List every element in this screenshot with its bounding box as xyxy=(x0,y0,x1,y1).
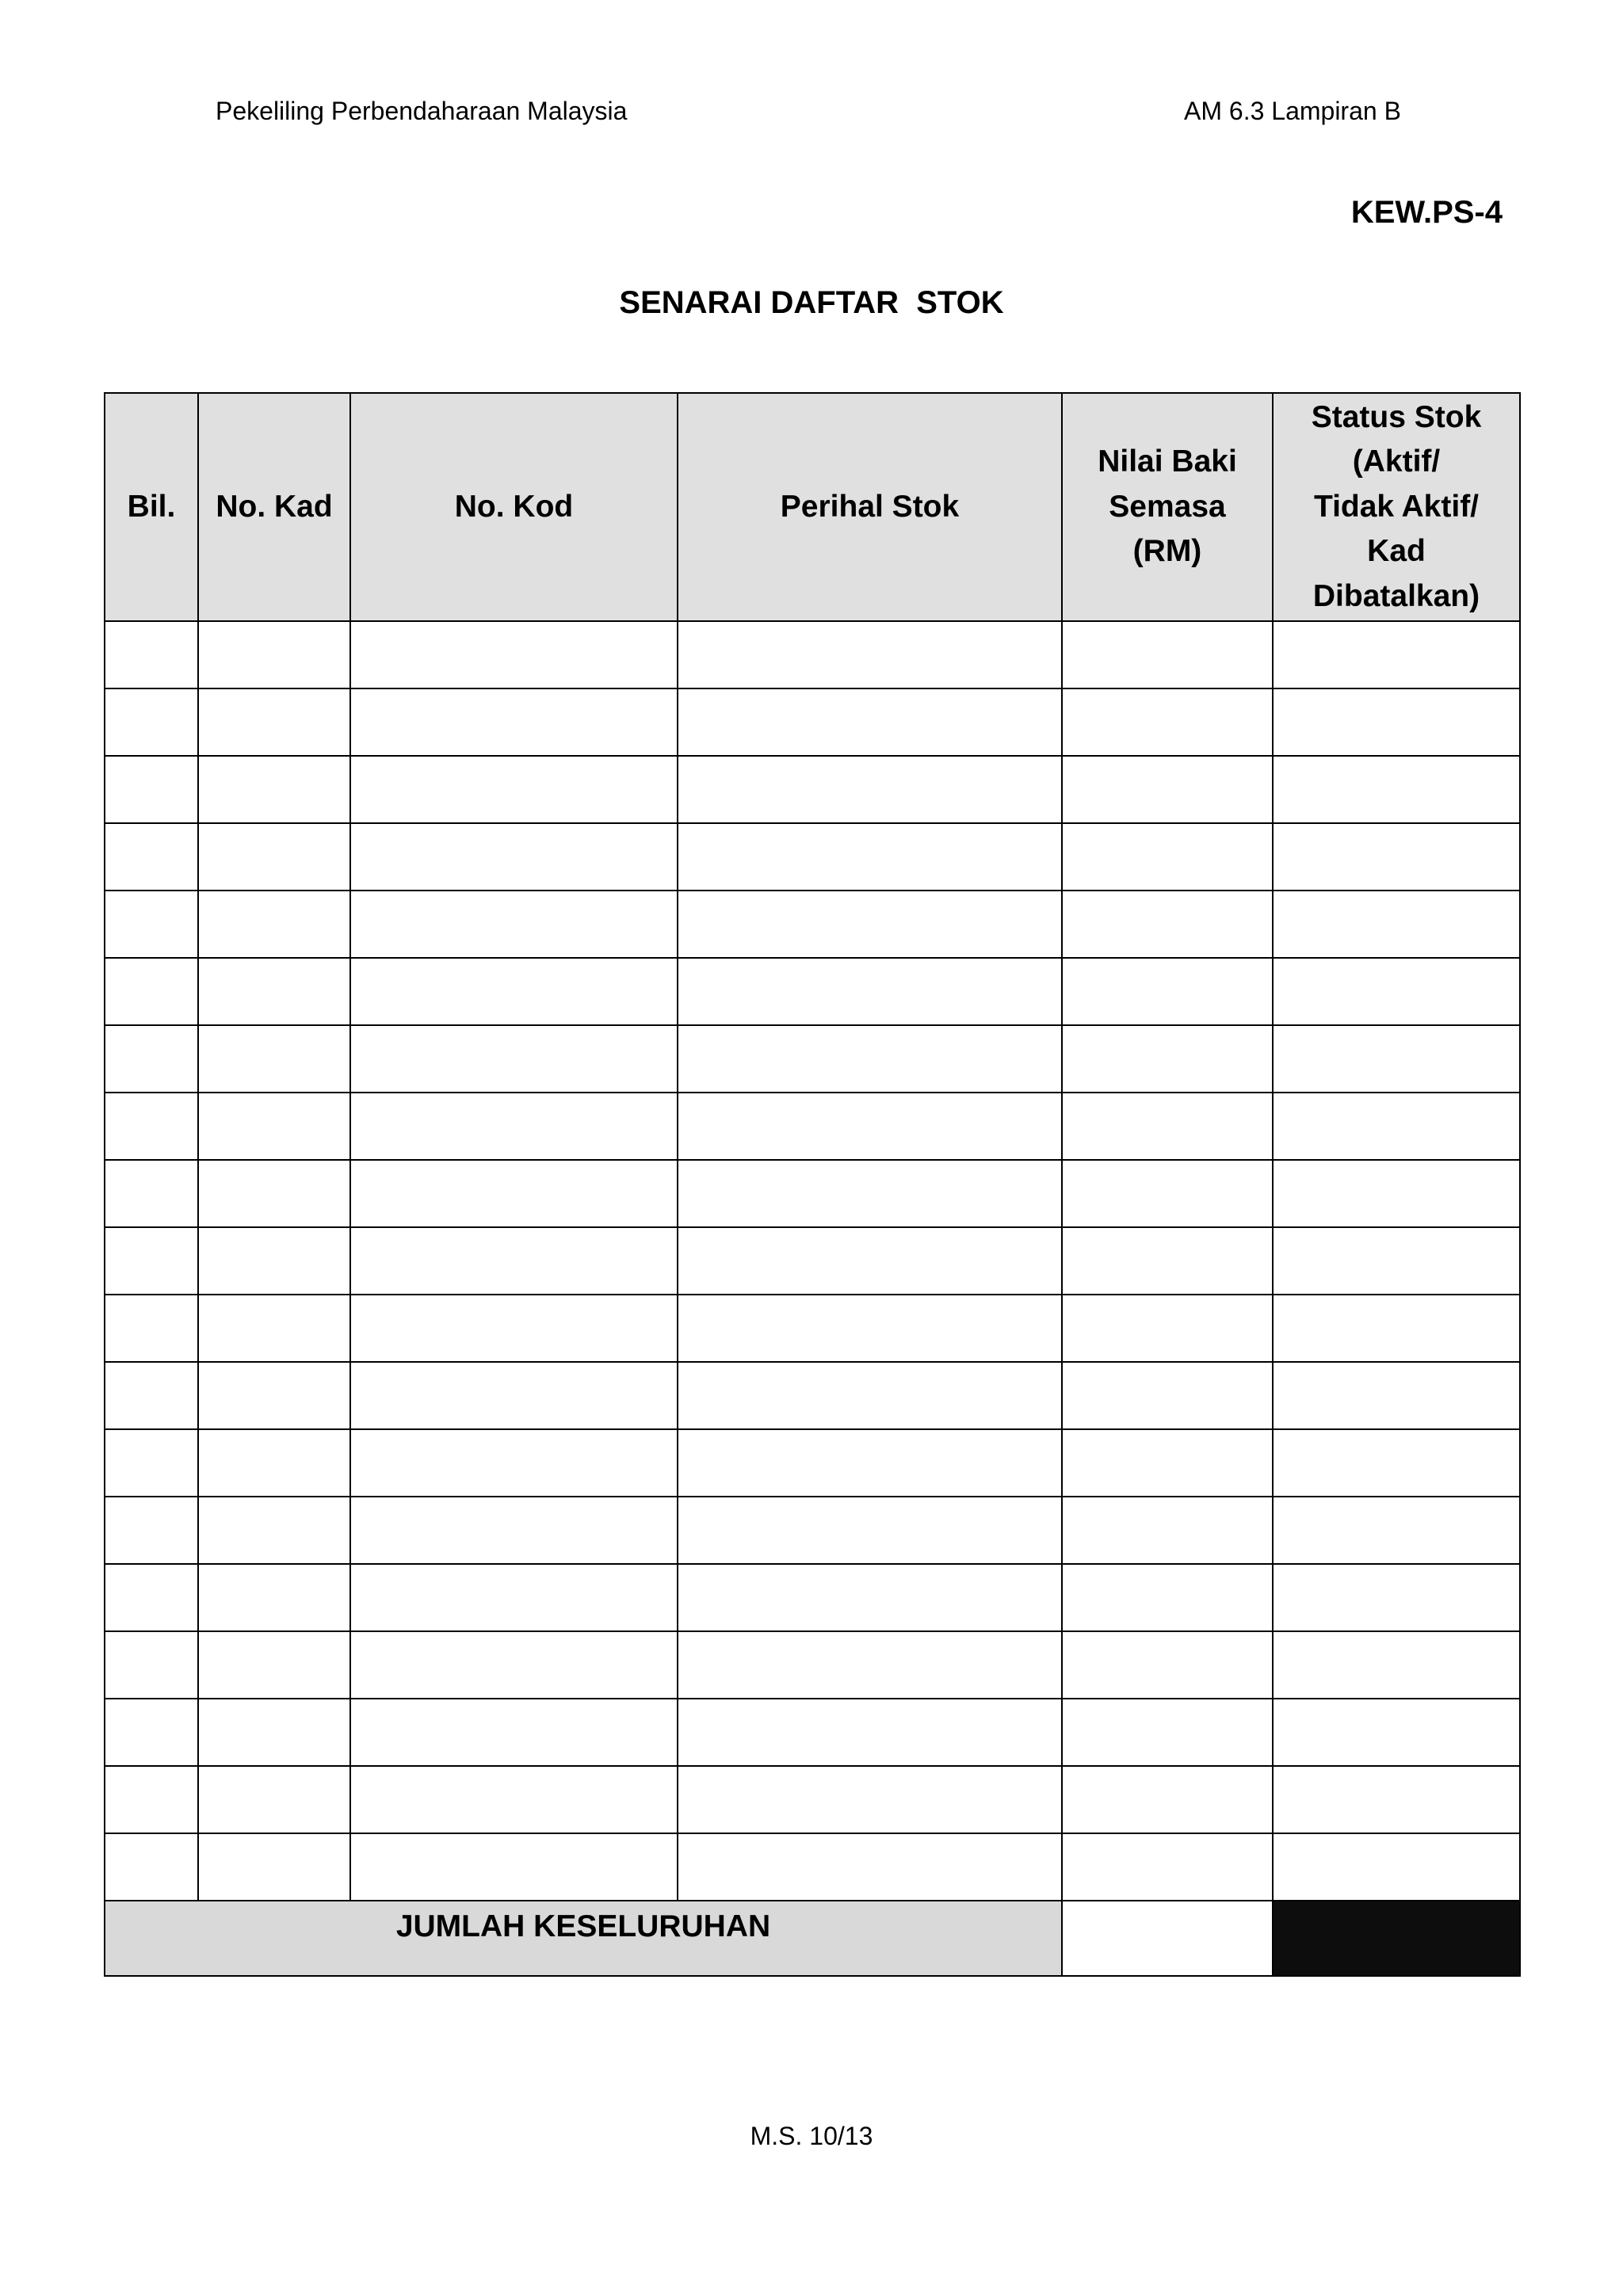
table-row xyxy=(105,621,1520,688)
cell-status-stok[interactable] xyxy=(1273,1699,1520,1766)
table-row xyxy=(105,1227,1520,1295)
cell-no-kad[interactable] xyxy=(198,958,350,1025)
stock-list-table xyxy=(104,392,1521,1977)
cell-nilai-baki[interactable] xyxy=(1062,1362,1273,1429)
column-header-line: Tidak Aktif/ xyxy=(1313,489,1480,524)
table-row xyxy=(105,1362,1520,1429)
table-row xyxy=(105,756,1520,823)
table-row xyxy=(105,1833,1520,1901)
cell-status-stok[interactable] xyxy=(1273,1564,1520,1631)
cell-no-kad[interactable] xyxy=(198,1699,350,1766)
cell-perihal-stok[interactable] xyxy=(678,1429,1062,1497)
cell-status-stok[interactable] xyxy=(1273,1766,1520,1833)
table-row xyxy=(105,958,1520,1025)
cell-no-kod[interactable] xyxy=(350,1699,678,1766)
cell-perihal-stok[interactable] xyxy=(678,958,1062,1025)
table-body xyxy=(105,621,1520,1901)
column-header-line: Semasa xyxy=(1109,489,1226,524)
column-header-line: Kad xyxy=(1367,534,1426,569)
cell-no-kod[interactable] xyxy=(350,1766,678,1833)
cell-bil[interactable] xyxy=(105,1227,198,1295)
cell-no-kad[interactable] xyxy=(198,688,350,756)
page-title: SENARAI DAFTAR STOK xyxy=(619,285,1004,320)
cell-no-kod[interactable] xyxy=(350,891,678,958)
form-code: KEW.PS-4 xyxy=(1350,195,1503,230)
cell-nilai-baki[interactable] xyxy=(1062,1429,1273,1497)
cell-nilai-baki[interactable] xyxy=(1062,1699,1273,1766)
cell-no-kad[interactable] xyxy=(198,1631,350,1699)
column-header-nilai-baki xyxy=(1062,393,1273,621)
cell-no-kad[interactable] xyxy=(198,891,350,958)
cell-perihal-stok[interactable] xyxy=(678,1025,1062,1093)
cell-status-stok[interactable] xyxy=(1273,1295,1520,1362)
cell-perihal-stok[interactable] xyxy=(678,1160,1062,1227)
cell-no-kad[interactable] xyxy=(198,1227,350,1295)
cell-status-stok[interactable] xyxy=(1273,1497,1520,1564)
cell-no-kad[interactable] xyxy=(198,823,350,891)
cell-bil[interactable] xyxy=(105,1093,198,1160)
cell-nilai-baki[interactable] xyxy=(1062,1564,1273,1631)
table-row xyxy=(105,1160,1520,1227)
column-header-perihal-stok xyxy=(678,393,1062,621)
total-value-cell[interactable] xyxy=(1062,1901,1273,1976)
total-label: JUMLAH KESELURUHAN xyxy=(105,1901,1062,1976)
cell-no-kad[interactable] xyxy=(198,1429,350,1497)
cell-no-kad[interactable] xyxy=(198,621,350,688)
cell-status-stok[interactable] xyxy=(1273,1833,1520,1901)
cell-nilai-baki[interactable] xyxy=(1062,958,1273,1025)
page-number: M.S. 10/13 xyxy=(750,2122,873,2150)
cell-bil[interactable] xyxy=(105,1362,198,1429)
cell-bil[interactable] xyxy=(105,1564,198,1631)
cell-bil[interactable] xyxy=(105,621,198,688)
cell-no-kod[interactable] xyxy=(350,1160,678,1227)
cell-status-stok[interactable] xyxy=(1273,688,1520,756)
cell-nilai-baki[interactable] xyxy=(1062,1025,1273,1093)
column-header-line: Perihal Stok xyxy=(780,489,960,524)
table-row xyxy=(105,1631,1520,1699)
column-header-bil xyxy=(105,393,198,621)
cell-nilai-baki[interactable] xyxy=(1062,823,1273,891)
cell-bil[interactable] xyxy=(105,1295,198,1362)
cell-bil[interactable] xyxy=(105,1429,198,1497)
table-row xyxy=(105,891,1520,958)
cell-nilai-baki[interactable] xyxy=(1062,1631,1273,1699)
cell-perihal-stok[interactable] xyxy=(678,1699,1062,1766)
cell-bil[interactable] xyxy=(105,756,198,823)
column-header-no-kod xyxy=(350,393,678,621)
table-row xyxy=(105,1699,1520,1766)
cell-bil[interactable] xyxy=(105,1833,198,1901)
cell-no-kod[interactable] xyxy=(350,756,678,823)
cell-bil[interactable] xyxy=(105,1766,198,1833)
cell-perihal-stok[interactable] xyxy=(678,688,1062,756)
cell-nilai-baki[interactable] xyxy=(1062,1497,1273,1564)
cell-no-kod[interactable] xyxy=(350,1429,678,1497)
cell-perihal-stok[interactable] xyxy=(678,1833,1062,1901)
column-header-no-kad xyxy=(198,393,350,621)
cell-nilai-baki[interactable] xyxy=(1062,1160,1273,1227)
cell-perihal-stok[interactable] xyxy=(678,621,1062,688)
cell-no-kad[interactable] xyxy=(198,1295,350,1362)
column-header-line: Dibatalkan) xyxy=(1312,578,1480,613)
cell-no-kad[interactable] xyxy=(198,1160,350,1227)
cell-no-kod[interactable] xyxy=(350,1362,678,1429)
cell-no-kod[interactable] xyxy=(350,1295,678,1362)
cell-no-kad[interactable] xyxy=(198,1564,350,1631)
cell-status-stok[interactable] xyxy=(1273,756,1520,823)
cell-status-stok[interactable] xyxy=(1273,1160,1520,1227)
cell-nilai-baki[interactable] xyxy=(1062,1766,1273,1833)
cell-bil[interactable] xyxy=(105,1025,198,1093)
cell-nilai-baki[interactable] xyxy=(1062,1833,1273,1901)
table-header-row xyxy=(105,393,1520,621)
cell-status-stok[interactable] xyxy=(1273,823,1520,891)
column-header-line: No. Kod xyxy=(454,489,574,524)
column-header-line: No. Kad xyxy=(216,489,333,524)
cell-no-kod[interactable] xyxy=(350,621,678,688)
cell-perihal-stok[interactable] xyxy=(678,1564,1062,1631)
cell-perihal-stok[interactable] xyxy=(678,891,1062,958)
table-row xyxy=(105,1429,1520,1497)
cell-no-kod[interactable] xyxy=(350,1227,678,1295)
total-blocked-cell xyxy=(1273,1901,1520,1976)
column-header-line: Status Stok xyxy=(1311,399,1482,434)
cell-no-kad[interactable] xyxy=(198,1833,350,1901)
table-row xyxy=(105,1766,1520,1833)
cell-status-stok[interactable] xyxy=(1273,621,1520,688)
table-row xyxy=(105,688,1520,756)
table-row xyxy=(105,1295,1520,1362)
cell-no-kod[interactable] xyxy=(350,823,678,891)
cell-status-stok[interactable] xyxy=(1273,958,1520,1025)
cell-status-stok[interactable] xyxy=(1273,1429,1520,1497)
cell-bil[interactable] xyxy=(105,1160,198,1227)
header-right: AM 6.3 Lampiran B xyxy=(1184,97,1401,125)
table-row xyxy=(105,823,1520,891)
cell-perihal-stok[interactable] xyxy=(678,1766,1062,1833)
header-left: Pekeliling Perbendaharaan Malaysia xyxy=(216,97,628,125)
table-row xyxy=(105,1564,1520,1631)
cell-nilai-baki[interactable] xyxy=(1062,1295,1273,1362)
cell-perihal-stok[interactable] xyxy=(678,1295,1062,1362)
cell-no-kod[interactable] xyxy=(350,1631,678,1699)
cell-no-kod[interactable] xyxy=(350,1833,678,1901)
cell-perihal-stok[interactable] xyxy=(678,1227,1062,1295)
cell-no-kod[interactable] xyxy=(350,688,678,756)
cell-no-kod[interactable] xyxy=(350,958,678,1025)
cell-status-stok[interactable] xyxy=(1273,1631,1520,1699)
cell-no-kad[interactable] xyxy=(198,1362,350,1429)
cell-no-kad[interactable] xyxy=(198,1766,350,1833)
cell-no-kod[interactable] xyxy=(350,1025,678,1093)
cell-perihal-stok[interactable] xyxy=(678,1497,1062,1564)
cell-perihal-stok[interactable] xyxy=(678,1631,1062,1699)
cell-nilai-baki[interactable] xyxy=(1062,621,1273,688)
cell-nilai-baki[interactable] xyxy=(1062,688,1273,756)
cell-no-kad[interactable] xyxy=(198,1025,350,1093)
column-header-line: Bil. xyxy=(127,489,176,524)
column-header-line: Nilai Baki xyxy=(1098,444,1237,479)
cell-bil[interactable] xyxy=(105,823,198,891)
table-row xyxy=(105,1497,1520,1564)
total-row xyxy=(105,1901,1520,1976)
cell-bil[interactable] xyxy=(105,958,198,1025)
cell-no-kod[interactable] xyxy=(350,1497,678,1564)
table-row xyxy=(105,1093,1520,1160)
cell-nilai-baki[interactable] xyxy=(1062,891,1273,958)
cell-bil[interactable] xyxy=(105,891,198,958)
column-header-line: (Aktif/ xyxy=(1352,444,1441,479)
cell-no-kad[interactable] xyxy=(198,1497,350,1564)
cell-bil[interactable] xyxy=(105,1631,198,1699)
cell-nilai-baki[interactable] xyxy=(1062,1227,1273,1295)
cell-no-kad[interactable] xyxy=(198,1093,350,1160)
cell-status-stok[interactable] xyxy=(1273,1362,1520,1429)
cell-bil[interactable] xyxy=(105,1497,198,1564)
cell-bil[interactable] xyxy=(105,1699,198,1766)
cell-no-kad[interactable] xyxy=(198,756,350,823)
cell-bil[interactable] xyxy=(105,688,198,756)
cell-status-stok[interactable] xyxy=(1273,1227,1520,1295)
cell-status-stok[interactable] xyxy=(1273,891,1520,958)
cell-no-kod[interactable] xyxy=(350,1564,678,1631)
cell-status-stok[interactable] xyxy=(1273,1025,1520,1093)
column-header-status-stok xyxy=(1273,393,1520,621)
cell-perihal-stok[interactable] xyxy=(678,1362,1062,1429)
cell-no-kod[interactable] xyxy=(350,1093,678,1160)
cell-nilai-baki[interactable] xyxy=(1062,756,1273,823)
cell-perihal-stok[interactable] xyxy=(678,756,1062,823)
cell-perihal-stok[interactable] xyxy=(678,823,1062,891)
cell-nilai-baki[interactable] xyxy=(1062,1093,1273,1160)
table-row xyxy=(105,1025,1520,1093)
column-header-line: (RM) xyxy=(1132,534,1202,569)
cell-status-stok[interactable] xyxy=(1273,1093,1520,1160)
cell-perihal-stok[interactable] xyxy=(678,1093,1062,1160)
